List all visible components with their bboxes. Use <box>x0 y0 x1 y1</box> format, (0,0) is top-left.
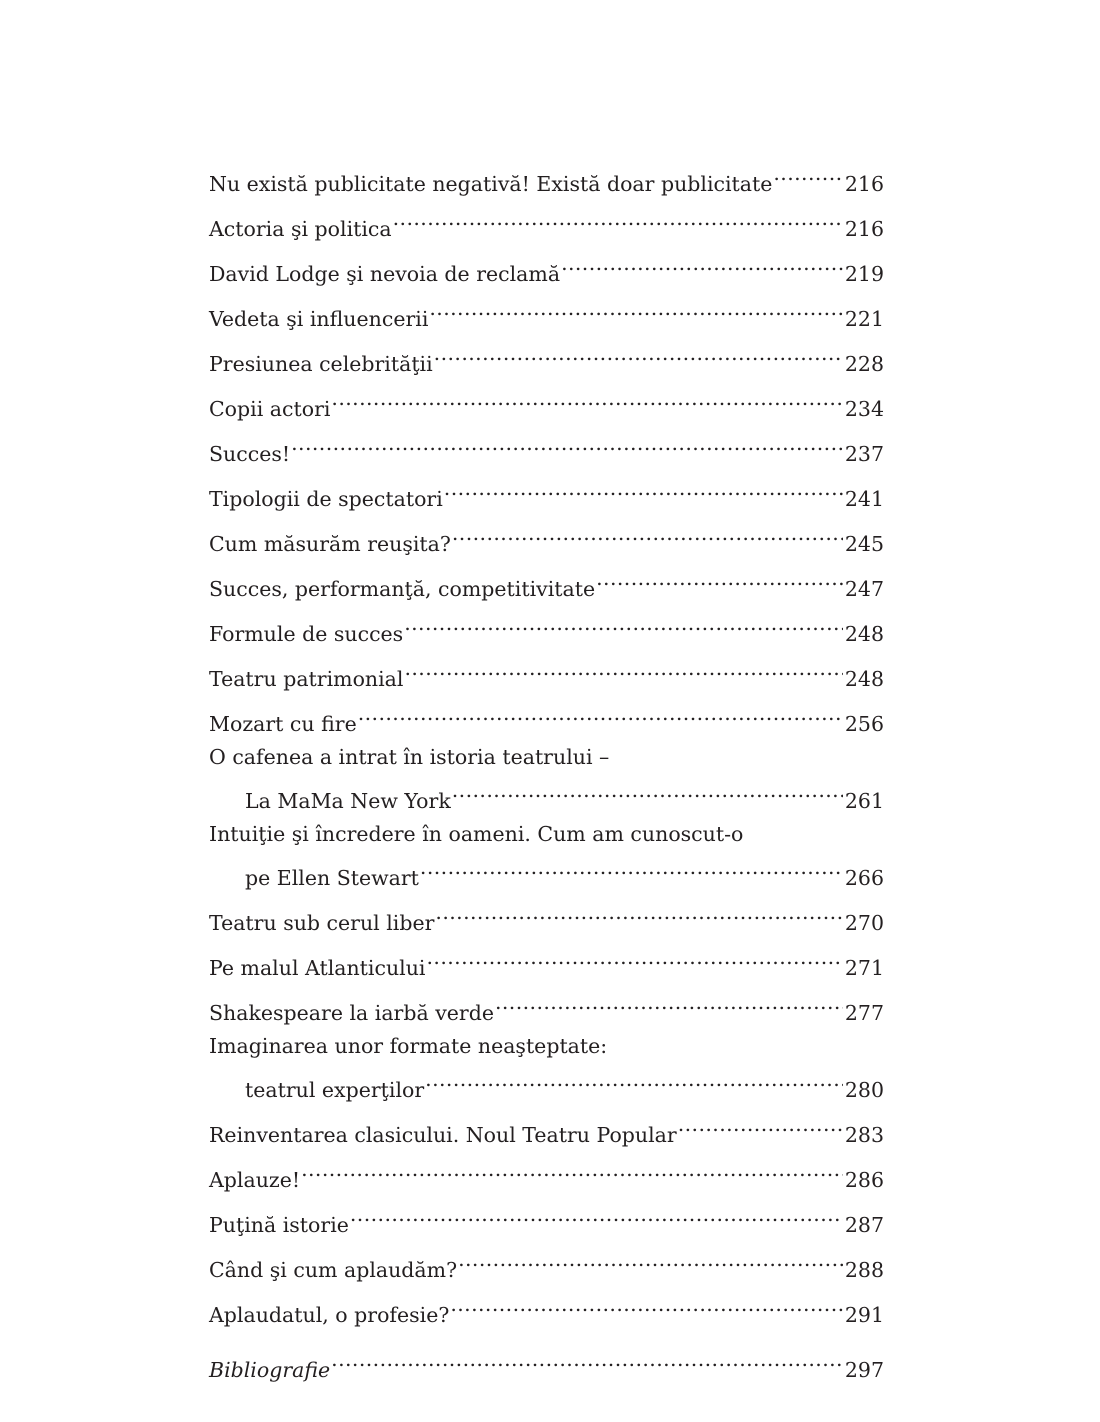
dot-leader <box>677 1107 843 1142</box>
bibliography-page: 297 <box>844 1357 884 1382</box>
dot-leader <box>560 246 843 281</box>
toc-entry-title: Aplauze! <box>209 1167 301 1192</box>
toc-entry-title: Reinventarea clasicului. Noul Teatru Popular <box>209 1122 677 1147</box>
toc-entry <box>209 940 884 985</box>
toc-entry-page: 256 <box>844 711 884 736</box>
dot-leader <box>403 651 842 686</box>
toc-entry-title-line1: Imaginarea unor formate neaşteptate: <box>209 1034 608 1058</box>
toc-entry-title: Formule de succes <box>209 621 404 646</box>
toc-entry-title: Teatru sub cerul liber <box>209 910 435 935</box>
dot-leader <box>392 201 843 236</box>
toc-entry <box>209 1197 884 1242</box>
toc-entry-page: 237 <box>844 441 884 466</box>
toc-entry <box>209 696 884 741</box>
toc-entry-title: Succes! <box>209 441 291 466</box>
toc-entry <box>209 985 884 1030</box>
toc-entry-title-line2: pe Ellen Stewart <box>245 865 419 890</box>
toc-entry-page: 261 <box>844 788 884 813</box>
toc-entry <box>209 201 884 246</box>
toc-entry-title: Succes, performanţă, competitivitate <box>209 576 596 601</box>
toc-entry-title: Teatru patrimonial <box>209 666 404 691</box>
dot-leader <box>349 1197 843 1232</box>
toc-entry-title-line2: La MaMa New York <box>245 788 451 813</box>
toc-entry-title: David Lodge şi nevoia de reclamă <box>209 261 561 286</box>
toc-entry-page: 266 <box>844 865 884 890</box>
toc-entry <box>209 1107 884 1152</box>
toc-entry <box>209 336 884 381</box>
toc-entry-title-line1: Intuiţie şi încredere în oameni. Cum am cunoscut-o <box>209 822 744 846</box>
toc-entry <box>209 516 884 561</box>
toc-entry <box>209 651 884 696</box>
toc-entry <box>209 381 884 426</box>
toc-entry-page: 291 <box>844 1302 884 1327</box>
dot-leader <box>428 291 842 326</box>
dot-leader <box>433 336 843 371</box>
dot-leader <box>330 381 842 416</box>
toc-entry-page: 288 <box>844 1257 884 1282</box>
dot-leader <box>451 516 843 551</box>
toc-entry <box>209 561 884 606</box>
dot-leader <box>434 895 842 930</box>
toc-entry-title: Puţină istorie <box>209 1212 349 1237</box>
toc-entry-title: Nu există publicitate negativă! Există doar publicitate <box>209 171 773 196</box>
toc-entry-page: 280 <box>844 1077 884 1102</box>
dot-leader <box>451 773 843 808</box>
table-of-contents <box>209 156 884 1387</box>
dot-leader <box>330 1342 843 1377</box>
dot-leader <box>300 1152 843 1187</box>
toc-entry <box>209 471 884 516</box>
toc-entry-page: 245 <box>844 531 884 556</box>
toc-entry <box>209 246 884 291</box>
dot-leader <box>425 940 842 975</box>
toc-entry-title-line1: O cafenea a intrat în istoria teatrului – <box>209 745 610 769</box>
toc-entry-page: 248 <box>844 621 884 646</box>
dot-leader <box>772 156 842 191</box>
toc-entry <box>209 426 884 471</box>
toc-entry-page: 287 <box>844 1212 884 1237</box>
toc-entry <box>209 850 884 895</box>
toc-entry <box>209 606 884 651</box>
toc-entry-page: 286 <box>844 1167 884 1192</box>
toc-entry-page: 216 <box>844 216 884 241</box>
toc-entry-title: Vedeta şi influencerii <box>209 306 429 331</box>
dot-leader <box>443 471 843 506</box>
dot-leader <box>403 606 843 641</box>
toc-entry-title: Copii actori <box>209 396 331 421</box>
dot-leader <box>419 850 843 885</box>
toc-entry-title: Mozart cu fire <box>209 711 357 736</box>
toc-entry <box>209 1287 884 1332</box>
toc-entry-page: 216 <box>844 171 884 196</box>
dot-leader <box>424 1062 843 1097</box>
toc-entry-title: Actoria şi politica <box>209 216 392 241</box>
toc-entry-page: 271 <box>844 955 884 980</box>
toc-entry-bibliography <box>209 1342 884 1387</box>
toc-entry-page: 277 <box>844 1000 884 1025</box>
dot-leader <box>457 1242 843 1277</box>
toc-entry <box>209 1062 884 1107</box>
toc-entry-title: Shakespeare la iarbă verde <box>209 1000 494 1025</box>
dot-leader <box>449 1287 843 1322</box>
toc-entry <box>209 1242 884 1287</box>
dot-leader <box>595 561 843 596</box>
toc-entry-page: 270 <box>844 910 884 935</box>
toc-entry <box>209 895 884 940</box>
toc-entry <box>209 291 884 336</box>
dot-leader <box>290 426 843 461</box>
toc-entry-page: 219 <box>844 261 884 286</box>
toc-entry-page: 234 <box>844 396 884 421</box>
toc-entry-page: 283 <box>844 1122 884 1147</box>
toc-entry-page: 241 <box>844 486 884 511</box>
toc-entry-title-line2: teatrul experţilor <box>245 1077 425 1102</box>
dot-leader <box>357 696 843 731</box>
toc-entry-page: 248 <box>844 666 884 691</box>
toc-entry-title: Cum măsurăm reuşita? <box>209 531 451 556</box>
toc-entry <box>209 156 884 201</box>
toc-entry <box>209 1152 884 1197</box>
toc-entry-title: Aplaudatul, o profesie? <box>209 1302 450 1327</box>
toc-entry-page: 221 <box>844 306 884 331</box>
toc-entry-title: Presiunea celebrităţii <box>209 351 433 376</box>
toc-entry-title: Tipologii de spectatori <box>209 486 443 511</box>
toc-entry-page: 228 <box>844 351 884 376</box>
toc-entry-title: Pe malul Atlanticului <box>209 955 426 980</box>
toc-entry <box>209 773 884 818</box>
toc-entry-title: Când şi cum aplaudăm? <box>209 1257 458 1282</box>
bibliography-title: Bibliografie <box>209 1357 331 1382</box>
dot-leader <box>494 985 843 1020</box>
toc-entry-page: 247 <box>844 576 884 601</box>
